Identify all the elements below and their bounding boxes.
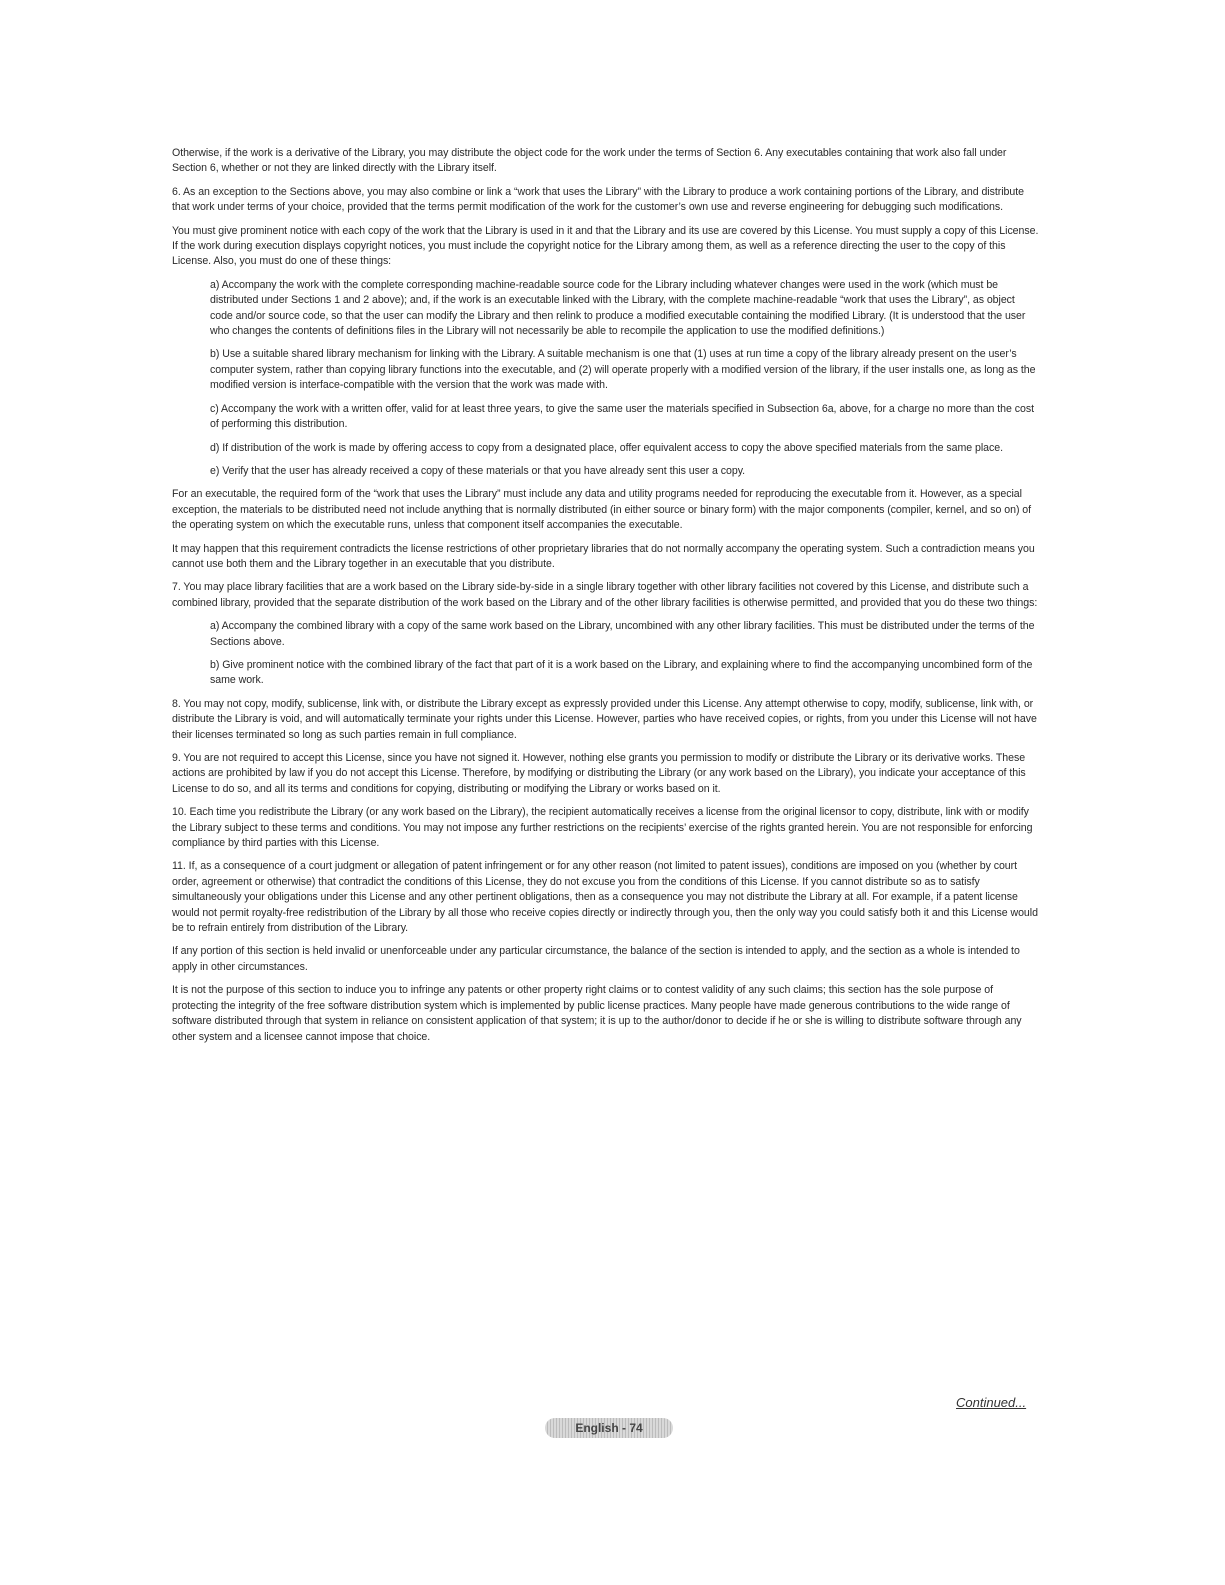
- paragraph-6: d) If distribution of the work is made by offering access to copy from a designated place, offer equivalent access to copy the above specified materials from the same place.: [210, 441, 1003, 454]
- page-number-badge: [545, 1418, 673, 1438]
- paragraph-4: b) Use a suitable shared library mechanism for linking with the Library. A suitable mechanism is one that (1) uses at run time a copy of the library already present on the user’s computer system, rather than copying library functions into the executable, and (2) will operate properly with a modified version of the library, if the user installs one, as long as the modified version is interface-compatible with the version that the work was made with.: [210, 348, 1036, 392]
- paragraph-1: 6. As an exception to the Sections above, you may also combine or link a “work that uses the Library” with the Library to produce a work containing portions of the Library, and distribute that work under terms of your choice, provided that the terms permit modification of the work for the customer’s own use and reverse engineering for debugging such modifications.: [172, 185, 1024, 214]
- continued-note: Continued...: [956, 1395, 1027, 1410]
- paragraph-10: 7. You may place library facilities that are a work based on the Library side-by-side in a single library together with other library facilities not covered by this License, and distribute such a combined library, provided that the separate distribution of the work based on the Library and of the other library facilities is otherwise permitted, and provided that you do these two things:: [172, 581, 1038, 609]
- license-text-body: [172, 146, 1040, 1053]
- paragraph-12: b) Give prominent notice with the combined library of the fact that part of it is a work based on the Library, and explaining where to find the accompanying uncombined form of the same work.: [210, 658, 1033, 687]
- paragraph-14: 9. You are not required to accept this License, since you have not signed it. However, nothing else grants you permission to modify or distribute the Library or its derivative works. These actions are prohibited by law if you do not accept this License. Therefore, by modifying or distributing the Library (or any work based on the Library), you indicate your acceptance of this License to do so, and all its terms and conditions for copying, distributing or modifying the Library or works based on it.: [172, 752, 1026, 795]
- paragraph-9: It may happen that this requirement contradicts the license restrictions of other proprietary libraries that do not normally accompany the operating system. Such a contradiction means you cannot use both them and the Library together in an executable that you distribute.: [172, 542, 1035, 570]
- paragraph-8: For an executable, the required form of the “work that uses the Library” must include any data and utility programs needed for reproducing the executable from it. However, as a special exception, the materials to be distributed need not include anything that is normally distributed (in either source or binary form) with the major components (compiler, kernel, and so on) of the operating system on which the executable runs, unless that component itself accompanies the executable.: [172, 488, 1032, 532]
- paragraph-2: You must give prominent notice with each copy of the work that the Library is used in it and that the Library and its use are covered by this License. You must supply a copy of this License. If the work during execution displays copyright notices, you must include the copyright notice for the Library among them, as well as a reference directing the user to the copy of this License. Also, you must do one of these things:: [172, 224, 1039, 268]
- paragraph-13: 8. You may not copy, modify, sublicense, link with, or distribute the Library except as expressly provided under this License. Any attempt otherwise to copy, modify, sublicense, link with, or distribute the Library is void, and will automatically terminate your rights under this License. However, parties who have received copies, or rights, from you under this License will not have their licenses terminated so long as such parties remain in full compliance.: [172, 697, 1037, 741]
- paragraph-11: a) Accompany the combined library with a copy of the same work based on the Library, uncombined with any other library facilities. This must be distributed under the terms of the Sections above.: [210, 620, 1035, 648]
- paragraph-17: If any portion of this section is held invalid or unenforceable under any particular circumstance, the balance of the section is intended to apply, and the section as a whole is intended to apply in other circumstances.: [172, 945, 1020, 973]
- paragraph-7: e) Verify that the user has already received a copy of these materials or that you have already sent this user a copy.: [210, 464, 746, 477]
- paragraph-16: 11. If, as a consequence of a court judgment or allegation of patent infringement or for any other reason (not limited to patent issues), conditions are imposed on you (whether by court order, agreement or otherwise) that contradict the conditions of this License, they do not excuse you from the conditions of this License. If you cannot distribute so as to satisfy simultaneously your obligations under this License and any other pertinent obligations, then as a consequence you may not distribute the Library at all. For example, if a patent license would not permit royalty-free redistribution of the Library by all those who receive copies directly or indirectly through you, then the only way you could satisfy both it and this License would be to refrain entirely from distribution of the Library.: [172, 860, 1038, 935]
- paragraph-3: a) Accompany the work with the complete corresponding machine-readable source code for the Library including whatever changes were used in the work (which must be distributed under Sections 1 and 2 above); and, if the work is an executable linked with the Library, with the complete machine-readable “work that uses the Library”, as object code and/or source code, so that the user can modify the Library and then relink to produce a modified executable containing the modified Library. (It is understood that the user who changes the contents of definitions files in the Library will not necessarily be able to recompile the application to use the modified definitions.): [210, 278, 1026, 338]
- page-number-label: English - 74: [575, 1421, 643, 1435]
- paragraph-0: Otherwise, if the work is a derivative of the Library, you may distribute the object code for the work under the terms of Section 6. Any executables containing that work also fall under Section 6, whether or not they are linked directly with the Library itself.: [172, 147, 1007, 175]
- paragraph-5: c) Accompany the work with a written offer, valid for at least three years, to give the same user the materials specified in Subsection 6a, above, for a charge no more than the cost of performing this distribution.: [210, 402, 1034, 431]
- paragraph-18: It is not the purpose of this section to induce you to infringe any patents or other property right claims or to contest validity of any such claims; this section has the sole purpose of protecting the integrity of the free software distribution system which is implemented by public license practices. Many people have made generous contributions to the wide range of software distributed through that system in reliance on consistent application of that system; it is up to the author/donor to decide if he or she is willing to distribute software through any other system and a licensee cannot impose that choice.: [172, 984, 1022, 1043]
- paragraph-15: 10. Each time you redistribute the Library (or any work based on the Library), the recipient automatically receives a license from the original licensor to copy, distribute, link with or modify the Library subject to these terms and conditions. You may not impose any further restrictions on the recipients’ exercise of the rights granted herein. You are not responsible for enforcing compliance by third parties with this License.: [172, 806, 1033, 850]
